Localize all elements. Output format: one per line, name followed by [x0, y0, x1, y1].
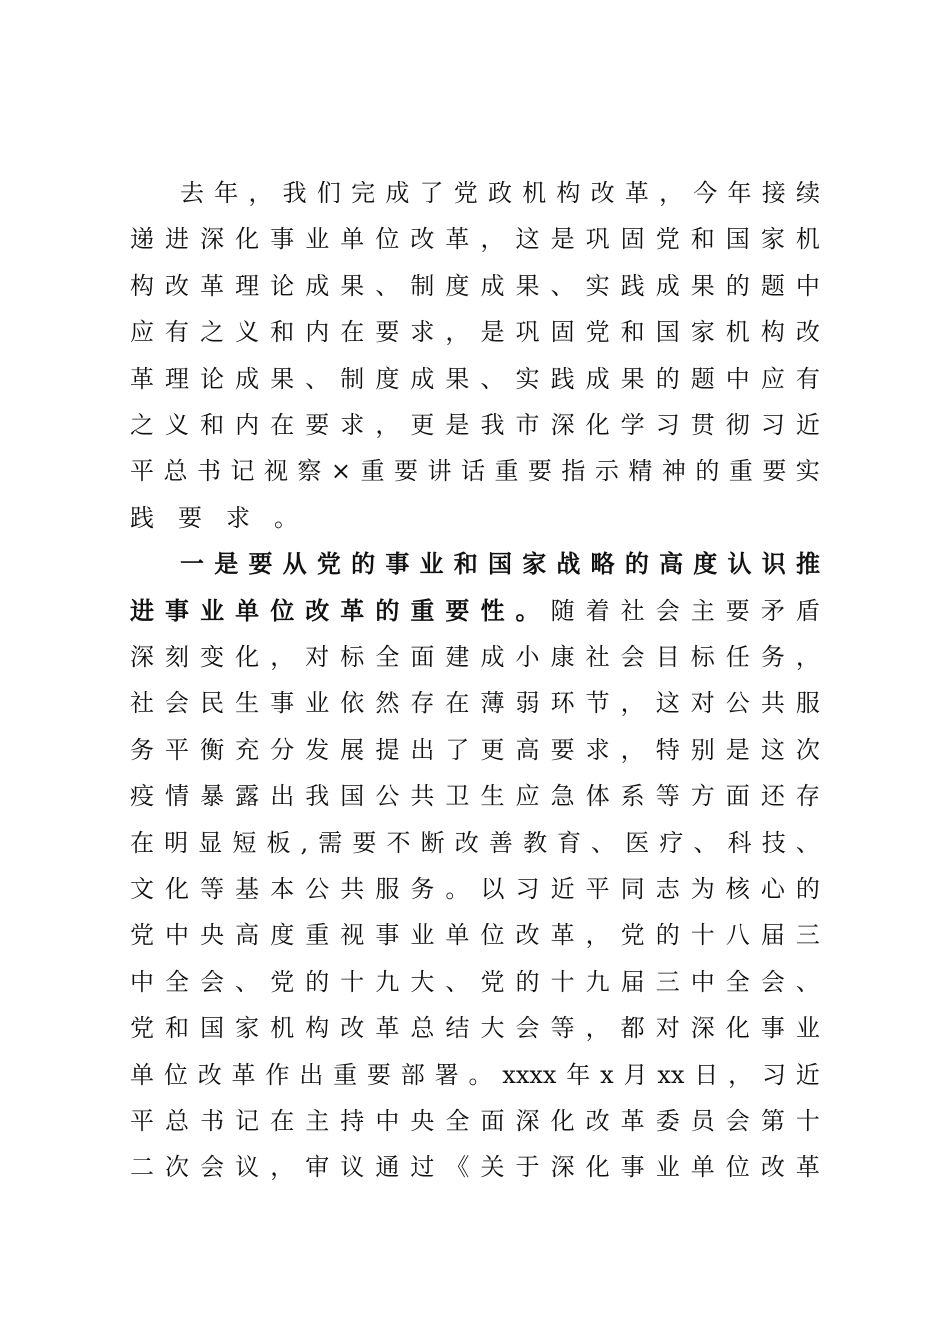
paragraph-2-line-3: 深 刻 变 化 ， 对 标 全 面 建 成 小 康 社 会 目 标 任 务 ， — [130, 643, 820, 671]
paragraph-1-line-5: 革 理 论 成 果 、 制 度 成 果 、 实 践 成 果 的 题 中 应 有 — [130, 364, 820, 393]
paragraph-2-line-5: 务 平 衡 充 分 发 展 提 出 了 更 高 要 求 ， 特 别 是 这 次 — [130, 735, 820, 764]
paragraph-2-line-6: 疫 情 暴 露 出 我 国 公 共 卫 生 应 急 体 系 等 方 面 还 存 — [130, 782, 820, 811]
paragraph-2-line-8: 文 化 等 基 本 公 共 服 务 。 以 习 近 平 同 志 为 核 心 的 — [130, 875, 820, 903]
paragraph-1-line-8 — [130, 495, 322, 541]
paragraph-2-line-10: 中 全 会 、 党 的 十 九 大 、 党 的 十 九 届 三 中 全 会 、 — [130, 967, 820, 996]
paragraph-1-line-4: 应 有 之 义 和 内 在 要 求 ， 是 巩 固 党 和 国 家 机 构 改 — [130, 318, 820, 347]
paragraph-2-line-7: 在 明 显 短 板 , 需 要 不 断 改 善 教 育 、 医 疗 、 科 技 、 — [130, 828, 820, 857]
paragraph-2-line-1: 一 是 要 从 党 的 事 业 和 国 家 战 略 的 高 度 认 识 推 — [180, 549, 820, 579]
paragraph-2-line-2: 进 事 业 单 位 改 革 的 重 要 性 。 随 着 社 会 主 要 矛 盾 — [130, 595, 820, 625]
paragraph-2-line-4: 社 会 民 生 事 业 依 然 存 在 薄 弱 环 节 ， 这 对 公 共 服 — [130, 689, 820, 718]
paragraph-2-line-9: 党 中 央 高 度 重 视 事 业 单 位 改 革 ， 党 的 十 八 届 三 — [130, 921, 820, 950]
paragraph-2-line-12: 单 位 改 革 作 出 重 要 部 署 。 xxxx 年 x 月 xx 日 ， 习 近 — [130, 1060, 820, 1089]
paragraph-1-line-3: 构 改 革 理 论 成 果 、 制 度 成 果 、 实 践 成 果 的 题 中 — [130, 271, 820, 300]
paragraph-1-line-2: 递 进 深 化 事 业 单 位 改 革 ， 这 是 巩 固 党 和 国 家 机 — [130, 225, 820, 254]
text-segment: 践要求。 — [130, 503, 322, 532]
paragraph-2-line-11: 党 和 国 家 机 构 改 革 总 结 大 会 等 ， 都 对 深 化 事 业 — [130, 1014, 820, 1043]
paragraph-2-line-13: 平 总 书 记 在 主 持 中 央 全 面 深 化 改 革 委 员 会 第 十 — [130, 1107, 820, 1135]
paragraph-2-line-14: 二 次 会 议 ， 审 议 通 过 《 关 于 深 化 事 业 单 位 改 革 — [130, 1153, 820, 1182]
paragraph-1-line-6: 之 义 和 内 在 要 求 ， 更 是 我 市 深 化 学 习 贯 彻 习 近 — [130, 411, 820, 439]
paragraph-1-line-7: 平 总 书 记 视 察 × 重 要 讲 话 重 要 指 示 精 神 的 重 要 实 — [130, 457, 820, 486]
paragraph-1-line-1: 去 年 ， 我 们 完 成 了 党 政 机 构 改 革 ， 今 年 接 续 — [180, 179, 820, 207]
